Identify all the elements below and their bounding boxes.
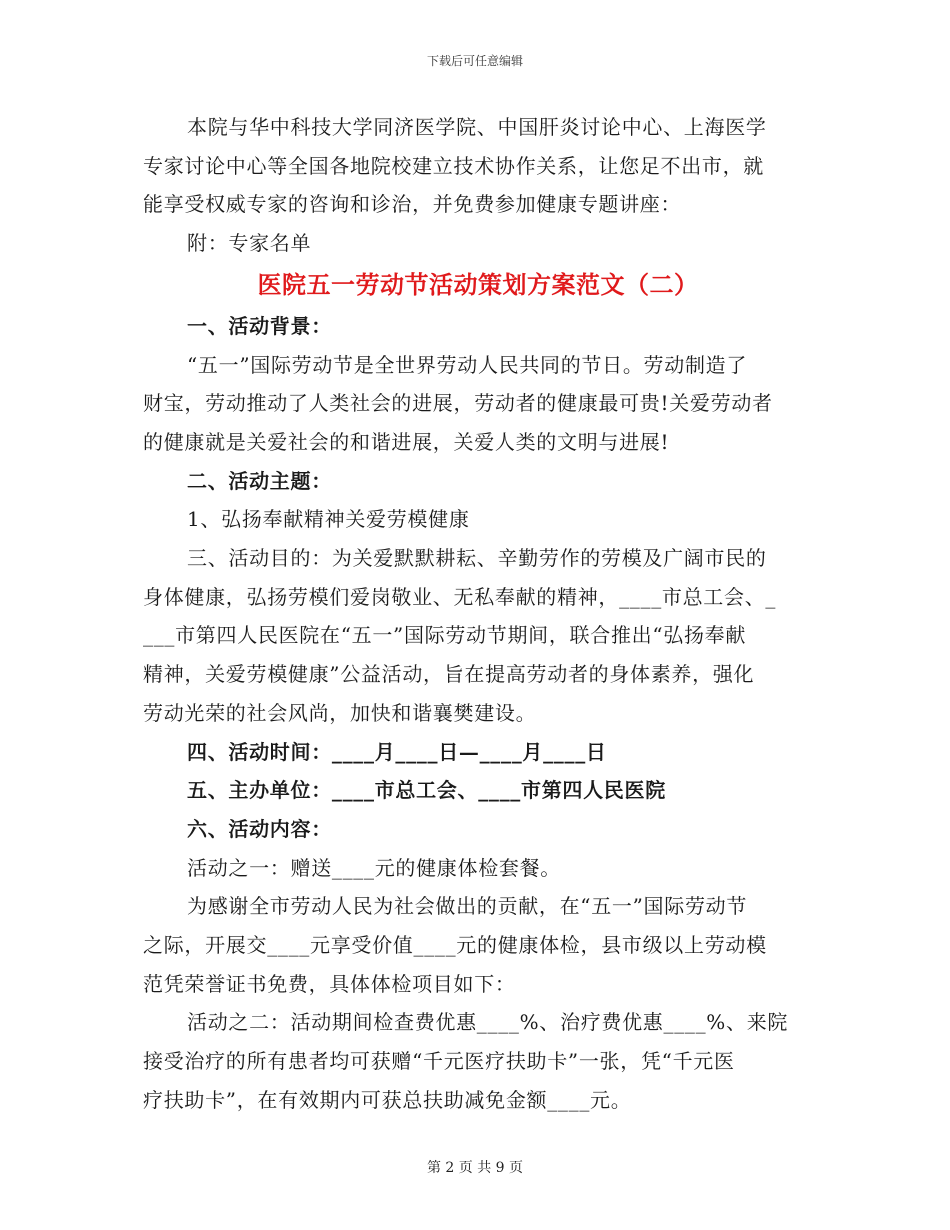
paragraph-line: 身体健康，弘扬劳模们爱岗敬业、无私奉献的精神，____市总工会、_ [143,584,777,609]
paragraph-line: 接受治疗的所有患者均可获赠“千元医疗扶助卡”一张，凭“千元医 [143,1049,735,1074]
paragraph-line: 范凭荣誉证书免费，具体体检项目如下： [143,971,516,996]
paragraph-line: 财宝，劳动推动了人类社会的进展，劳动者的健康最可贵!关爱劳动者 [143,391,773,416]
paragraph-line: 疗扶助卡”，在有效期内可获总扶助减免金额____元。 [143,1087,632,1112]
section-heading: 六、活动内容： [187,816,332,841]
activity-line: 活动之二：活动期间检查费优惠____%、治疗费优惠____%、来院 [187,1010,789,1035]
document-body [143,108,813,1120]
section-heading: 一、活动背景： [187,313,332,338]
intro-line: 本院与华中科技大学同济医学院、中国肝炎讨论中心、上海医学 [187,115,767,139]
paragraph-line: 精神，关爱劳模健康”公益活动，旨在提高劳动者的身体素养，强化 [143,662,755,687]
section-heading-time: 四、活动时间：____月____日—____月____日 [187,739,607,764]
theme-item: 1、弘扬奉献精神关爱劳模健康 [187,507,470,532]
paragraph-line: 为感谢全市劳动人民为社会做出的贡献，在“五一”国际劳动节 [187,894,748,919]
page-number: 第 2 页 共 9 页 [426,1160,524,1176]
section-heading-organizer: 五、主办单位：____市总工会、____市第四人民医院 [187,778,666,803]
paragraph-line: 之际，开展交____元享受价值____元的健康体检，县市级以上劳动模 [143,933,767,958]
paragraph-line: ___市第四人民医院在“五一”国际劳动节期间，联合推出“弘扬奉献 [143,623,747,648]
header-note: 下载后可任意编辑 [426,54,523,68]
intro-line: 能享受权威专家的咨询和诊治，并免费参加健康专题讲座： [143,192,682,217]
intro-line: 专家讨论中心等全国各地院校建立技术协作关系，让您足不出市，就 [143,153,764,178]
appendix-line: 附：专家名单 [187,231,312,256]
paragraph-line: 的健康就是关爱社会的和谐进展，关爱人类的文明与进展! [143,429,670,454]
document-title: 医院五一劳动节活动策划方案范文（二） [257,269,699,299]
section-heading: 二、活动主题： [187,468,332,493]
paragraph-line: 三、活动目的：为关爱默默耕耘、辛勤劳作的劳模及广阔市民的 [187,546,767,571]
paragraph-line: 劳动光荣的社会风尚，加快和谐襄樊建设。 [143,700,537,725]
paragraph-line: “五一”国际劳动节是全世界劳动人民共同的节日。劳动制造了 [187,352,748,377]
activity-line: 活动之一：赠送____元的健康体检套餐。 [187,855,561,880]
